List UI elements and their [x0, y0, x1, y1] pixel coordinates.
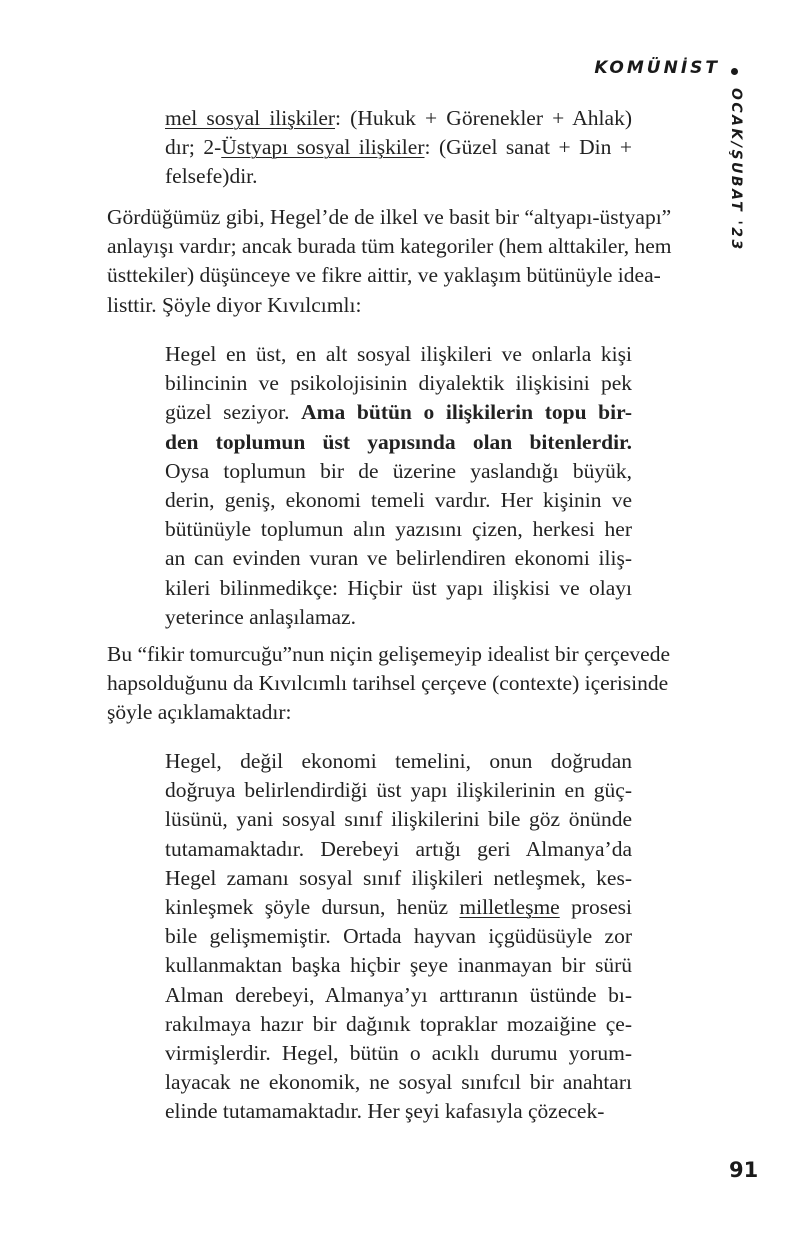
text-line: [165, 1039, 632, 1068]
text-line: [165, 104, 632, 133]
text-run: rakılmaya hazır bir dağınık topraklar mozaiğine çe-: [165, 1011, 632, 1036]
text-line: [107, 232, 720, 261]
underlined-term: mel sosyal ilişkiler: [165, 106, 336, 130]
text-run: doğruya belirlendirdiği üst yapı ilişkilerinin en güç-: [165, 778, 632, 803]
text-run: dır; 2-: [165, 135, 222, 160]
text-line: [107, 291, 720, 320]
text-run: Oysa toplumun bir de üzerine yaslandığı büyük,: [165, 458, 632, 483]
text-run: üsttekiler) düşünceye ve fikre aittir, ve yaklaşım bütünüyle idea-: [107, 263, 661, 288]
text-run: : (Güzel sanat + Din +: [424, 135, 632, 160]
text-line: [107, 669, 720, 698]
text-run: kileri bilinmedikçe: Hiçbir üst yapı ilişkisi ve olayı: [165, 575, 632, 600]
bullet-dot-icon: [731, 68, 738, 75]
text-line: [165, 544, 632, 573]
bold-emphasis: den toplumun üst yapısında olan bitenlerdir.: [165, 429, 632, 454]
underlined-term: Üstyapı sosyal ilişkiler: [221, 135, 425, 160]
text-line: [107, 640, 720, 669]
text-line: [165, 486, 632, 515]
page-number: 91: [729, 1158, 759, 1182]
text-run: Hegel, değil ekonomi temelini, onun doğrudan: [165, 749, 632, 773]
text-line: [165, 369, 632, 398]
text-line: [165, 951, 632, 980]
text-line: [165, 457, 632, 486]
text-run: tutamamaktadır. Derebeyi artığı geri Almanya’da: [165, 836, 632, 861]
text-line: [165, 162, 632, 191]
text-run: Alman derebeyi, Almanya’yı arttıranın üstünde bı-: [165, 982, 632, 1007]
text-run: Gördüğümüz gibi, Hegel’de de ilkel ve basit bir “altyapı-üstyapı”: [107, 205, 672, 229]
text-run: : (Hukuk + Görenekler + Ahlak): [335, 106, 632, 130]
text-line: [165, 1010, 632, 1039]
quote-kivilcimli-2: [165, 747, 632, 1127]
text-line: [165, 340, 632, 369]
text-line: [165, 574, 632, 603]
text-line: [165, 603, 632, 632]
text-run: an can evinden vuran ve belirlendiren ekonomi iliş-: [165, 546, 632, 571]
text-run: felsefe)dir.: [165, 164, 258, 189]
text-run: bile gelişmemiştir. Ortada hayvan içgüdüsüyle zor: [165, 924, 632, 949]
text-run: bütünüyle toplumun alın yazısını çizen, herkesi her: [165, 517, 632, 542]
quote-kivilcimli-1: [165, 340, 632, 632]
text-run: şöyle açıklamaktadır:: [107, 700, 292, 725]
body-paragraph-1: [107, 203, 720, 320]
magazine-title: KOMÜNİST: [594, 58, 720, 78]
text-line: [165, 398, 632, 427]
text-line: [107, 261, 720, 290]
quote-continuation: [165, 104, 632, 192]
text-run: virmişlerdir. Hegel, bütün o acıklı durumu yorum-: [165, 1041, 632, 1066]
text-line: [165, 835, 632, 864]
text-line: [165, 747, 632, 776]
text-line: [165, 893, 632, 922]
text-line: [165, 805, 632, 834]
text-line: [165, 133, 632, 162]
text-line: [165, 1068, 632, 1097]
text-run: hapsolduğunu da Kıvılcımlı tarihsel çerçeve (contexte) içerisinde: [107, 671, 669, 696]
text-run: yeterince anlaşılamaz.: [165, 604, 357, 629]
text-line: [165, 428, 632, 457]
text-run: layacak ne ekonomik, ne sosyal sınıfcıl bir anahtarı: [165, 1070, 632, 1095]
text-run: bilincinin ve psikolojisinin diyalektik ilişkisini pek: [165, 371, 632, 396]
body-paragraph-2: [107, 640, 720, 728]
text-line: [107, 698, 720, 727]
text-line: [165, 981, 632, 1010]
text-run: Hegel en üst, en alt sosyal ilişkileri ve onlarla kişi: [165, 342, 632, 366]
text-run: güzel seziyor.: [165, 400, 302, 425]
text-run: Hegel zamanı sosyal sınıf ilişkileri netleşmek, kes-: [165, 865, 632, 890]
bold-emphasis: Ama bütün o ilişkilerin topu bir-: [301, 400, 632, 425]
text-line: [165, 515, 632, 544]
text-line: [165, 1097, 632, 1126]
text-line: [165, 922, 632, 951]
issue-label: OCAK/ŞUBAT '23: [728, 88, 744, 252]
text-line: [107, 203, 720, 232]
text-run: anlayışı vardır; ancak burada tüm kategoriler (hem alttakiler, hem: [107, 234, 672, 259]
text-run: kinleşmek şöyle dursun, henüz: [165, 895, 460, 920]
text-run: Bu “fikir tomurcuğu”nun niçin gelişemeyip idealist bir çerçevede: [107, 642, 670, 666]
underlined-term: milletleşme: [459, 895, 560, 920]
text-run: prosesi: [559, 895, 632, 920]
text-run: listtir. Şöyle diyor Kıvılcımlı:: [107, 292, 362, 317]
text-line: [165, 776, 632, 805]
text-run: elinde tutamamaktadır. Her şeyi kafasıyla çözecek-: [165, 1099, 605, 1124]
text-run: derin, geniş, ekonomi temeli vardır. Her kişinin ve: [165, 488, 632, 513]
text-line: [165, 864, 632, 893]
text-run: kullanmaktan başka hiçbir şeye inanmayan bir sürü: [165, 953, 632, 978]
text-run: lüsünü, yani sosyal sınıf ilişkilerini bile göz önünde: [165, 807, 632, 832]
